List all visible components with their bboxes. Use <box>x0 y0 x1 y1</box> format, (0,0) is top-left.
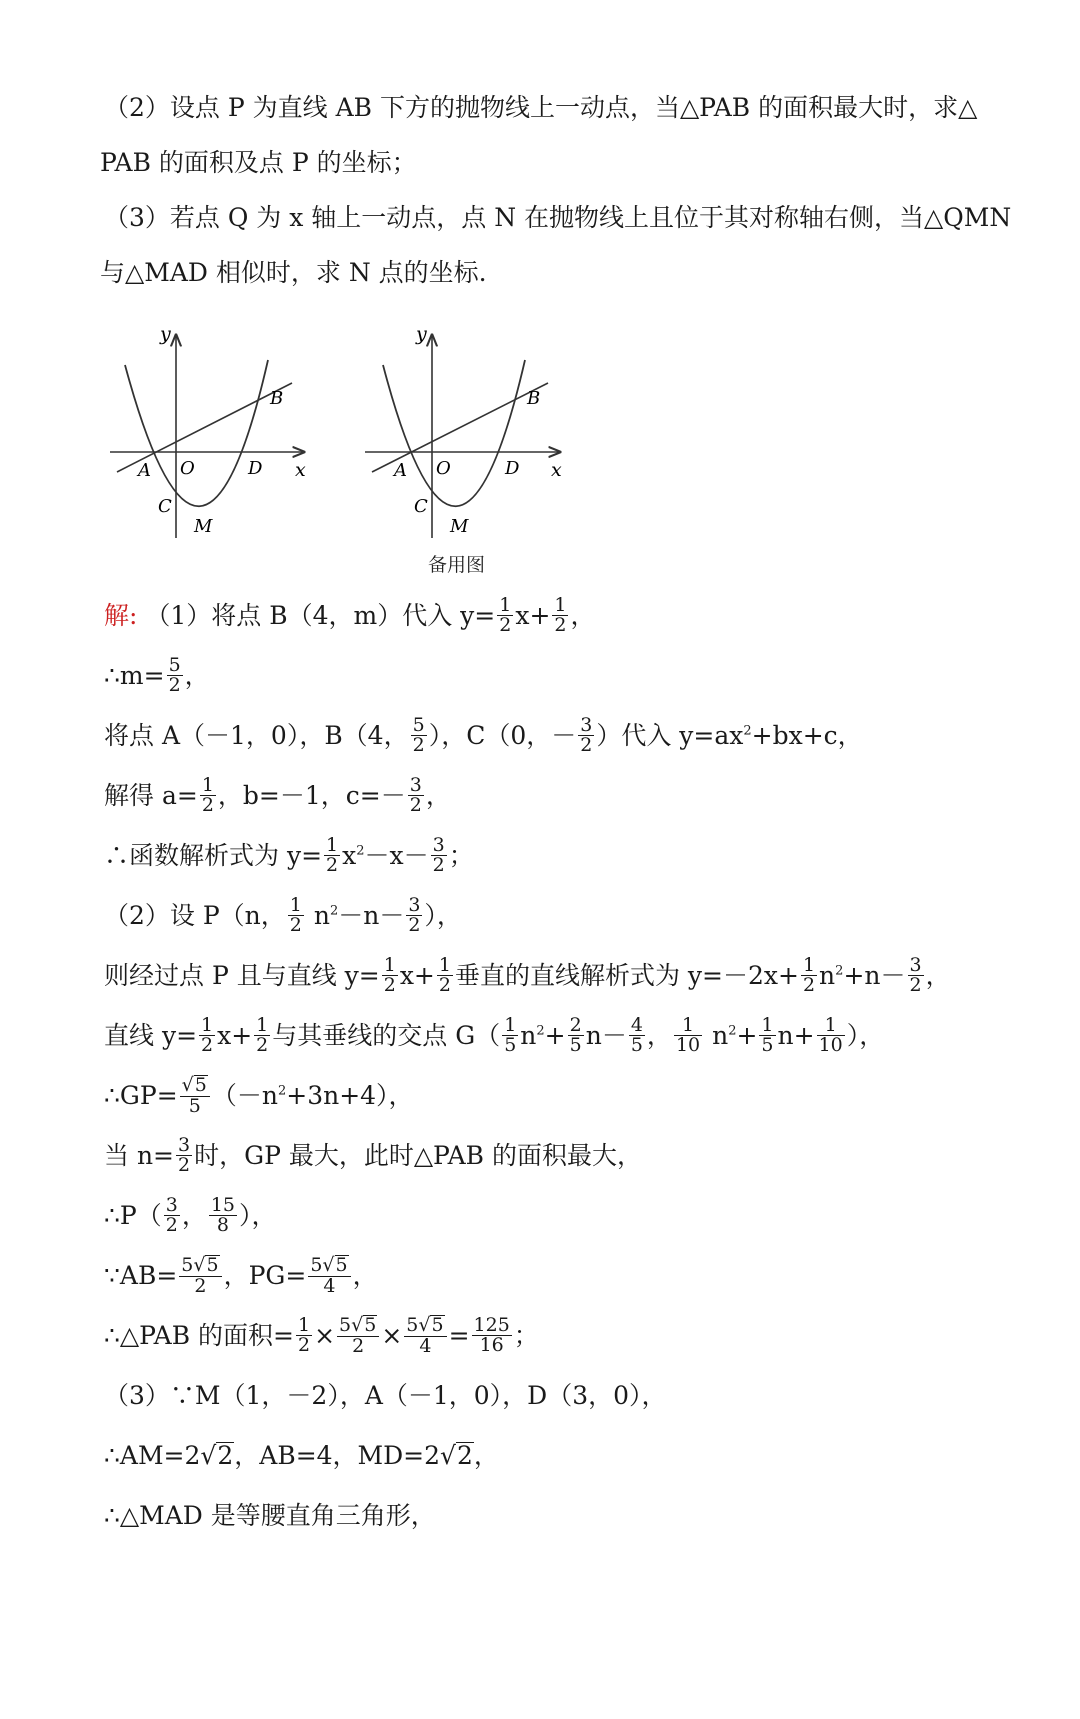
parabola-curve <box>383 360 525 506</box>
solution-step-11: ∴P（ $\frac{3}{2}$ ， $\frac{15}{8}$ ）， <box>104 1194 277 1236</box>
solution-step-13: ∴△PAB 的面积= $\frac{1}{2}$ × $\frac{5√5}{2}$ × $\frac{5√5}{4}$ = $\frac{125}{16}$ ； <box>104 1314 539 1357</box>
label-m: M <box>450 516 469 537</box>
solution-step-4: 解得 a= $\frac{1}{2}$ ，b=－1，c=－ $\frac{3}{2}$ ， <box>104 774 451 816</box>
solution-step-3: 将点 A（－1，0），B（4， $\frac{5}{2}$ ），C（0，－ $\frac{3}{2}$ ）代入 $y=ax^2+bx+c$， <box>104 714 863 756</box>
label-y: y <box>160 323 171 345</box>
problem-part2-line2: PAB 的面积及点 P 的坐标； <box>100 148 417 177</box>
label-c: C <box>414 496 428 517</box>
problem-part3-line2: 与△MAD 相似时，求 N 点的坐标. <box>100 258 487 287</box>
solution-step-14: （3）∵M（1，－2），A（－1，0），D（3，0）， <box>104 1381 667 1410</box>
label-o: O <box>180 458 195 479</box>
figures <box>0 0 1080 560</box>
parabola-curve <box>125 360 268 506</box>
label-a: A <box>394 460 407 481</box>
solution-step-8: 直线 y= $\frac{1}{2}$ x+ $\frac{1}{2}$ 与其垂线的交点 G（ $\frac{1}{5}$ $n^2+$ $\frac{2}{5}$ n－ $\frac{4}{5}$ ， $\frac{1}{10}$ $n^2+$ $\frac{1}{5}$ n+ $\frac{1}{10}$ ）， <box>104 1014 885 1056</box>
solution-step-12: ∵AB= $\frac{5√5}{2}$ ，PG= $\frac{5√5}{4}$ ， <box>104 1254 378 1297</box>
figure-1 <box>110 323 306 538</box>
solution-step-16: ∴△MAD 是等腰直角三角形， <box>104 1501 436 1530</box>
solution-step-7: 则经过点 P 且与直线 y= $\frac{1}{2}$ x+ $\frac{1}{2}$ 垂直的直线解析式为 y=－2x+ $\frac{1}{2}$ $n^2+n-$ $\frac{3}{2}$ ， <box>104 954 951 996</box>
label-x: x <box>551 459 562 481</box>
solution-label: 解: <box>104 601 138 630</box>
label-d: D <box>505 458 520 479</box>
label-y: y <box>416 323 427 345</box>
problem-part3-line1: （3）若点 Q 为 x 轴上一动点，点 N 在抛物线上且位于其对称轴右侧，当△QMN <box>104 203 1012 232</box>
label-b: B <box>527 388 541 409</box>
line-ab <box>372 383 548 472</box>
figure-2 <box>365 323 562 538</box>
problem-part2-line1: （2）设点 P 为直线 AB 下方的抛物线上一动点，当△PAB 的面积最大时，求△ <box>104 93 978 122</box>
label-x: x <box>295 459 306 481</box>
solution-step-9: ∴GP= $\frac{√5}{5}$ $(-n^2+3n+4)$， <box>104 1074 414 1117</box>
label-a: A <box>138 460 151 481</box>
solution-step-5: ∴函数解析式为 y= $\frac{1}{2}$ $x^2-x-$ $\frac{3}{2}$ ； <box>104 834 474 876</box>
solution-step-6: （2）设 P（n， $\frac{1}{2}$ $n^2-n-$ $\frac{3}{2}$ ）， <box>104 894 462 936</box>
solution-step-1: 解: （1）将点 B（4，m）代入 y= $\frac{1}{2}$ x+ $\frac{1}{2}$ ， <box>104 594 596 636</box>
solution-step-15: ∴AM=2√2，AB=4，MD=2√2， <box>104 1441 499 1470</box>
figure-caption: 备用图 <box>428 554 486 576</box>
label-b: B <box>270 388 284 409</box>
solution-step-2: ∴m= $\frac{5}{2}$ ， <box>104 654 210 696</box>
label-d: D <box>248 458 263 479</box>
label-c: C <box>158 496 172 517</box>
solution-step-10: 当 n= $\frac{3}{2}$ 时，GP 最大，此时△PAB 的面积最大， <box>104 1134 642 1176</box>
label-o: O <box>436 458 451 479</box>
label-m: M <box>194 516 213 537</box>
